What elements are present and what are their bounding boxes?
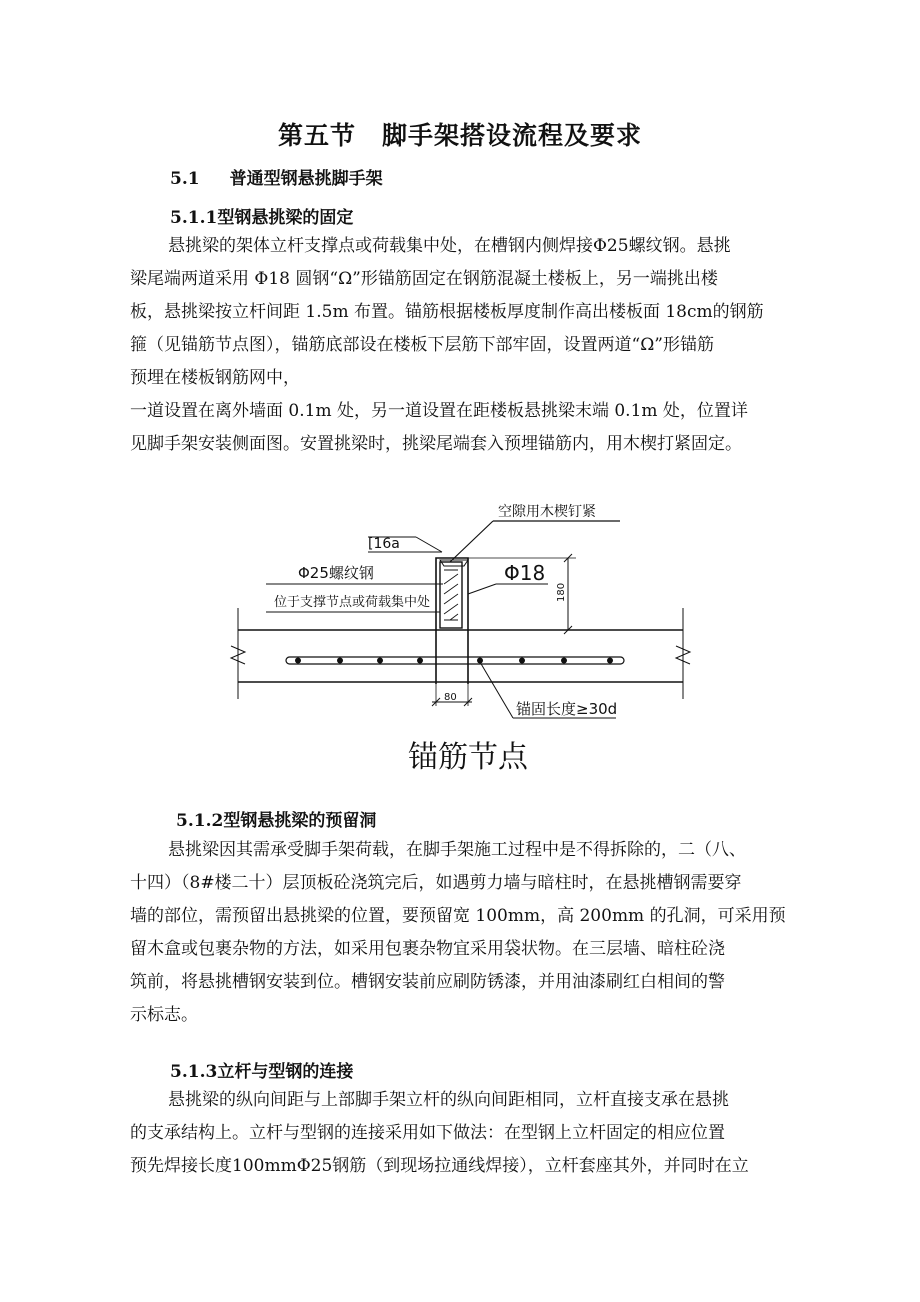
rebar-dot [561, 658, 567, 664]
anchor-node-diagram [228, 494, 698, 784]
label-channel: [16a [368, 536, 400, 552]
page-title: 第五节 脚手架搭设流程及要求 [277, 121, 642, 150]
rebar-dot [519, 658, 525, 664]
paragraph-line: 示标志。 [130, 1005, 198, 1025]
dim-height-text: 180 [556, 582, 567, 602]
section-5-1-3-heading: 5.1.3立杆与型钢的连接 [170, 1062, 354, 1082]
paragraph-line: 十四）（8#楼二十）层顶板砼浇筑完后，如遇剪力墙与暗柱时，在悬挑槽钢需要穿 [130, 873, 742, 893]
paragraph-line: 悬挑梁因其需承受脚手架荷载，在脚手架施工过程中是不得拆除的，二（八、 [168, 840, 746, 860]
paragraph-line: 预埋在楼板钢筋网中， [130, 368, 300, 388]
label-anchor-length: 锚固长度≥30d [516, 700, 618, 718]
paragraph-line: 悬挑梁的架体立杆支撑点或荷载集中处，在槽钢内侧焊接Φ25螺纹钢。悬挑 [168, 236, 731, 256]
dim-width-text: 80 [444, 692, 457, 703]
section-5-1-1-paragraph [130, 230, 792, 461]
right-break-symbol [676, 646, 690, 664]
rebar-dot [607, 658, 613, 664]
rebar-dot [417, 658, 423, 664]
paragraph-line: 预先焊接长度100mmΦ25钢筋（到现场拉通线焊接），立杆套座其外，并同时在立 [130, 1156, 749, 1176]
paragraph-line: 梁尾端两道采用 Φ18 圆钢“Ω”形锚筋固定在钢筋混凝土楼板上，另一端挑出楼 [130, 269, 718, 289]
paragraph-line: 的支承结构上。立杆与型钢的连接采用如下做法：在型钢上立杆固定的相应位置 [130, 1123, 725, 1143]
paragraph-line: 筑前，将悬挑槽钢安装到位。槽钢安装前应刷防锈漆，并用油漆刷红白相间的警 [130, 972, 725, 992]
rebar-dot [337, 658, 343, 664]
section-5-1-3-paragraph [130, 1084, 792, 1183]
section-5-1-1-heading: 5.1.1型钢悬挑梁的固定 [170, 208, 354, 228]
paragraph-line: 板，悬挑梁按立杆间距 1.5m 布置。锚筋根据楼板厚度制作高出楼板面 18cm的钢筋 [130, 302, 764, 322]
paragraph-line: 墙的部位，需预留出悬挑梁的位置，要预留宽 100mm，高 200mm 的孔洞，可采用预 [130, 906, 786, 926]
leader-anchor-length [480, 662, 513, 718]
paragraph-line: 见脚手架安装侧面图。安置挑梁时，挑梁尾端套入预埋锚筋内，用木楔打紧固定。 [130, 434, 742, 454]
section-5-1-heading [170, 164, 383, 189]
section-title: 普通型钢悬挑脚手架 [229, 169, 383, 189]
section-number: 5.1 [170, 169, 200, 189]
paragraph-line: 箍（见锚筋节点图），锚筋底部设在楼板下层筋下部牢固，设置两道“Ω”形锚筋 [130, 335, 714, 355]
left-break-symbol [231, 646, 245, 664]
rebar-dot [295, 658, 301, 664]
bottom-rebar-bar [286, 657, 624, 664]
section-5-1-2-heading: 5.1.2型钢悬挑梁的预留洞 [176, 811, 377, 831]
paragraph-line: 一道设置在离外墙面 0.1m 处，另一道设置在距楼板悬挑梁末端 0.1m 处，位置详 [130, 401, 748, 421]
label-position: 位于支撑节点或荷载集中处 [274, 595, 431, 610]
section-5-1-2-paragraph [130, 834, 792, 1032]
rebar-dot [377, 658, 383, 664]
paragraph-line: 悬挑梁的纵向间距与上部脚手架立杆的纵向间距相同，立杆直接支承在悬挑 [168, 1090, 729, 1110]
paragraph-line: 留木盒或包裹杂物的方法，如采用包裹杂物宜采用袋状物。在三层墙、暗柱砼浇 [130, 939, 725, 959]
label-anchor: Φ18 [504, 561, 546, 585]
diagram-caption: 锚筋节点 [408, 740, 528, 775]
label-gap: 空隙用木楔钉紧 [498, 504, 596, 520]
label-rebar: Φ25螺纹钢 [298, 564, 374, 582]
channel-section [440, 562, 462, 628]
